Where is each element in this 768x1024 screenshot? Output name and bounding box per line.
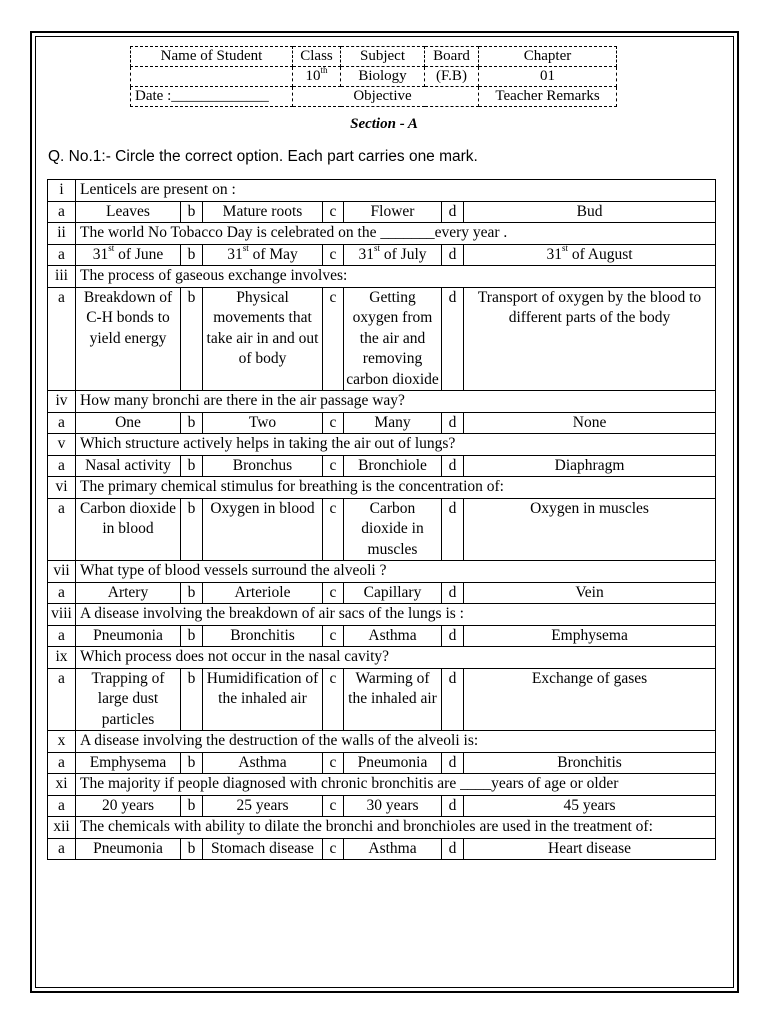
subject-label: Subject (341, 47, 425, 67)
option-b-letter: b (181, 201, 203, 223)
option-d-letter: d (442, 625, 464, 647)
option-c-text[interactable]: Pneumonia (344, 752, 442, 774)
options-row (48, 625, 716, 647)
option-b-text[interactable]: Mature roots (203, 201, 323, 223)
option-a-letter: a (48, 498, 76, 561)
header-blank-cell (293, 87, 341, 107)
option-a-text[interactable]: Emphysema (76, 752, 181, 774)
option-a-text[interactable]: Artery (76, 582, 181, 604)
question-number: i (48, 180, 76, 202)
header-values-row (131, 67, 617, 87)
options-row (48, 838, 716, 860)
option-b-text[interactable]: Oxygen in blood (203, 498, 323, 561)
option-b-letter: b (181, 412, 203, 434)
option-d-text[interactable]: Oxygen in muscles (464, 498, 716, 561)
option-c-text[interactable]: Flower (344, 201, 442, 223)
question-number: ii (48, 223, 76, 245)
option-c-text[interactable]: Warming of the inhaled air (344, 668, 442, 731)
option-c-text[interactable]: Many (344, 412, 442, 434)
option-d-text[interactable]: None (464, 412, 716, 434)
option-d-text[interactable]: Heart disease (464, 838, 716, 860)
option-d-letter: d (442, 668, 464, 731)
date-field[interactable]: Date :_____________ (131, 87, 293, 107)
option-d-text[interactable]: 31st of August (464, 244, 716, 266)
option-a-letter: a (48, 201, 76, 223)
option-d-letter: d (442, 838, 464, 860)
option-a-text[interactable]: Leaves (76, 201, 181, 223)
option-d-text[interactable]: Emphysema (464, 625, 716, 647)
option-c-letter: c (323, 498, 344, 561)
option-b-text[interactable]: Asthma (203, 752, 323, 774)
option-b-letter: b (181, 838, 203, 860)
question-number: x (48, 731, 76, 753)
option-b-text[interactable]: Bronchitis (203, 625, 323, 647)
options-row (48, 244, 716, 266)
objective-label: Objective (341, 87, 425, 107)
board-label: Board (425, 47, 479, 67)
options-row (48, 412, 716, 434)
question-text: Which structure actively helps in taking the air out of lungs? (76, 434, 716, 456)
question-row (48, 774, 716, 796)
option-a-text[interactable]: Breakdown of C-H bonds to yield energy (76, 287, 181, 391)
question-text: What type of blood vessels surround the alveoli ? (76, 561, 716, 583)
option-c-letter: c (323, 668, 344, 731)
option-a-letter: a (48, 244, 76, 266)
question-number: xii (48, 817, 76, 839)
question-text: How many bronchi are there in the air passage way? (76, 391, 716, 413)
header-labels-row (131, 47, 617, 67)
question-row (48, 817, 716, 839)
question-number: vi (48, 477, 76, 499)
option-c-letter: c (323, 795, 344, 817)
header-blank-cell (425, 87, 479, 107)
option-a-letter: a (48, 795, 76, 817)
option-d-text[interactable]: 45 years (464, 795, 716, 817)
question-text: A disease involving the destruction of the walls of the alveoli is: (76, 731, 716, 753)
option-d-text[interactable]: Vein (464, 582, 716, 604)
option-c-text[interactable]: Asthma (344, 625, 442, 647)
question-row (48, 266, 716, 288)
option-b-letter: b (181, 287, 203, 391)
option-b-letter: b (181, 752, 203, 774)
option-c-text[interactable]: Capillary (344, 582, 442, 604)
options-row (48, 582, 716, 604)
option-c-letter: c (323, 838, 344, 860)
option-b-text[interactable]: Humidification of the inhaled air (203, 668, 323, 731)
question-row (48, 604, 716, 626)
option-a-letter: a (48, 582, 76, 604)
option-b-text[interactable]: Bronchus (203, 455, 323, 477)
option-c-text[interactable]: Getting oxygen from the air and removing carbon dioxide (344, 287, 442, 391)
option-a-letter: a (48, 752, 76, 774)
question-number: iv (48, 391, 76, 413)
board-value: (F.B) (425, 67, 479, 87)
option-d-letter: d (442, 582, 464, 604)
question-row (48, 647, 716, 669)
option-b-letter: b (181, 582, 203, 604)
option-c-letter: c (323, 455, 344, 477)
option-a-text[interactable]: Trapping of large dust particles (76, 668, 181, 731)
option-a-text[interactable]: One (76, 412, 181, 434)
question-number: viii (48, 604, 76, 626)
option-b-letter: b (181, 244, 203, 266)
option-b-letter: b (181, 498, 203, 561)
option-a-text[interactable]: Pneumonia (76, 625, 181, 647)
option-b-letter: b (181, 668, 203, 731)
option-a-letter: a (48, 412, 76, 434)
option-d-letter: d (442, 244, 464, 266)
question-text: The primary chemical stimulus for breathing is the concentration of: (76, 477, 716, 499)
question-number: iii (48, 266, 76, 288)
question-row (48, 434, 716, 456)
mcq-table (47, 179, 716, 860)
options-row (48, 795, 716, 817)
options-row (48, 668, 716, 731)
option-d-letter: d (442, 795, 464, 817)
options-row (48, 201, 716, 223)
question-text: A disease involving the breakdown of air sacs of the lungs is : (76, 604, 716, 626)
option-d-text[interactable]: Transport of oxygen by the blood to different parts of the body (464, 287, 716, 391)
option-c-letter: c (323, 582, 344, 604)
option-d-letter: d (442, 498, 464, 561)
teacher-remarks-label: Teacher Remarks (479, 87, 617, 107)
options-row (48, 498, 716, 561)
option-a-text[interactable]: Carbon dioxide in blood (76, 498, 181, 561)
option-b-text[interactable]: 25 years (203, 795, 323, 817)
mcq-table-body (48, 180, 716, 860)
question-text: The process of gaseous exchange involves: (76, 266, 716, 288)
option-d-text[interactable]: Bud (464, 201, 716, 223)
class-label: Class (293, 47, 341, 67)
option-a-letter: a (48, 287, 76, 391)
options-row (48, 287, 716, 391)
option-a-text[interactable]: Pneumonia (76, 838, 181, 860)
option-b-text[interactable]: Physical movements that take air in and out of body (203, 287, 323, 391)
option-c-text[interactable]: 30 years (344, 795, 442, 817)
option-a-letter: a (48, 838, 76, 860)
section-title: Section - A (350, 116, 418, 132)
question-text: The chemicals with ability to dilate the bronchi and bronchioles are used in the treatment of: (76, 817, 716, 839)
header-date-row (131, 87, 617, 107)
question-row (48, 477, 716, 499)
question-number: ix (48, 647, 76, 669)
question-number: vii (48, 561, 76, 583)
question-row (48, 180, 716, 202)
options-row (48, 752, 716, 774)
option-b-text[interactable]: Stomach disease (203, 838, 323, 860)
question-text: The majority if people diagnosed with chronic bronchitis are ____years of age or older (76, 774, 716, 796)
option-d-text[interactable]: Diaphragm (464, 455, 716, 477)
class-value: 10th (293, 67, 341, 87)
option-d-letter: d (442, 412, 464, 434)
name-of-student-label: Name of Student (131, 47, 293, 67)
option-a-text[interactable]: Nasal activity (76, 455, 181, 477)
option-c-letter: c (323, 625, 344, 647)
option-c-text[interactable]: Carbon dioxide in muscles (344, 498, 442, 561)
option-c-letter: c (323, 244, 344, 266)
question-row (48, 731, 716, 753)
option-b-text[interactable]: 31st of May (203, 244, 323, 266)
question-row (48, 391, 716, 413)
question-row (48, 561, 716, 583)
option-d-text[interactable]: Exchange of gases (464, 668, 716, 731)
option-c-text[interactable]: Asthma (344, 838, 442, 860)
student-name-field[interactable] (131, 67, 293, 87)
option-a-letter: a (48, 625, 76, 647)
option-b-letter: b (181, 455, 203, 477)
option-b-text[interactable]: Two (203, 412, 323, 434)
option-d-text[interactable]: Bronchitis (464, 752, 716, 774)
subject-value: Biology (341, 67, 425, 87)
option-c-letter: c (323, 201, 344, 223)
option-b-text[interactable]: Arteriole (203, 582, 323, 604)
option-b-letter: b (181, 625, 203, 647)
question-text: The world No Tobacco Day is celebrated on the _______every year . (76, 223, 716, 245)
chapter-label: Chapter (479, 47, 617, 67)
question-text: Lenticels are present on : (76, 180, 716, 202)
option-c-text[interactable]: 31st of July (344, 244, 442, 266)
instruction-text: Q. No.1:- Circle the correct option. Each part carries one mark. (48, 148, 478, 165)
option-a-letter: a (48, 668, 76, 731)
option-d-letter: d (442, 201, 464, 223)
student-info-header (130, 46, 617, 107)
option-c-letter: c (323, 412, 344, 434)
option-d-letter: d (442, 287, 464, 391)
option-d-letter: d (442, 752, 464, 774)
option-d-letter: d (442, 455, 464, 477)
chapter-value: 01 (479, 67, 617, 87)
option-a-letter: a (48, 455, 76, 477)
option-b-letter: b (181, 795, 203, 817)
options-row (48, 455, 716, 477)
option-c-letter: c (323, 287, 344, 391)
question-text: Which process does not occur in the nasal cavity? (76, 647, 716, 669)
question-number: v (48, 434, 76, 456)
option-c-text[interactable]: Bronchiole (344, 455, 442, 477)
option-c-letter: c (323, 752, 344, 774)
question-row (48, 223, 716, 245)
option-a-text[interactable]: 20 years (76, 795, 181, 817)
question-number: xi (48, 774, 76, 796)
option-a-text[interactable]: 31st of June (76, 244, 181, 266)
